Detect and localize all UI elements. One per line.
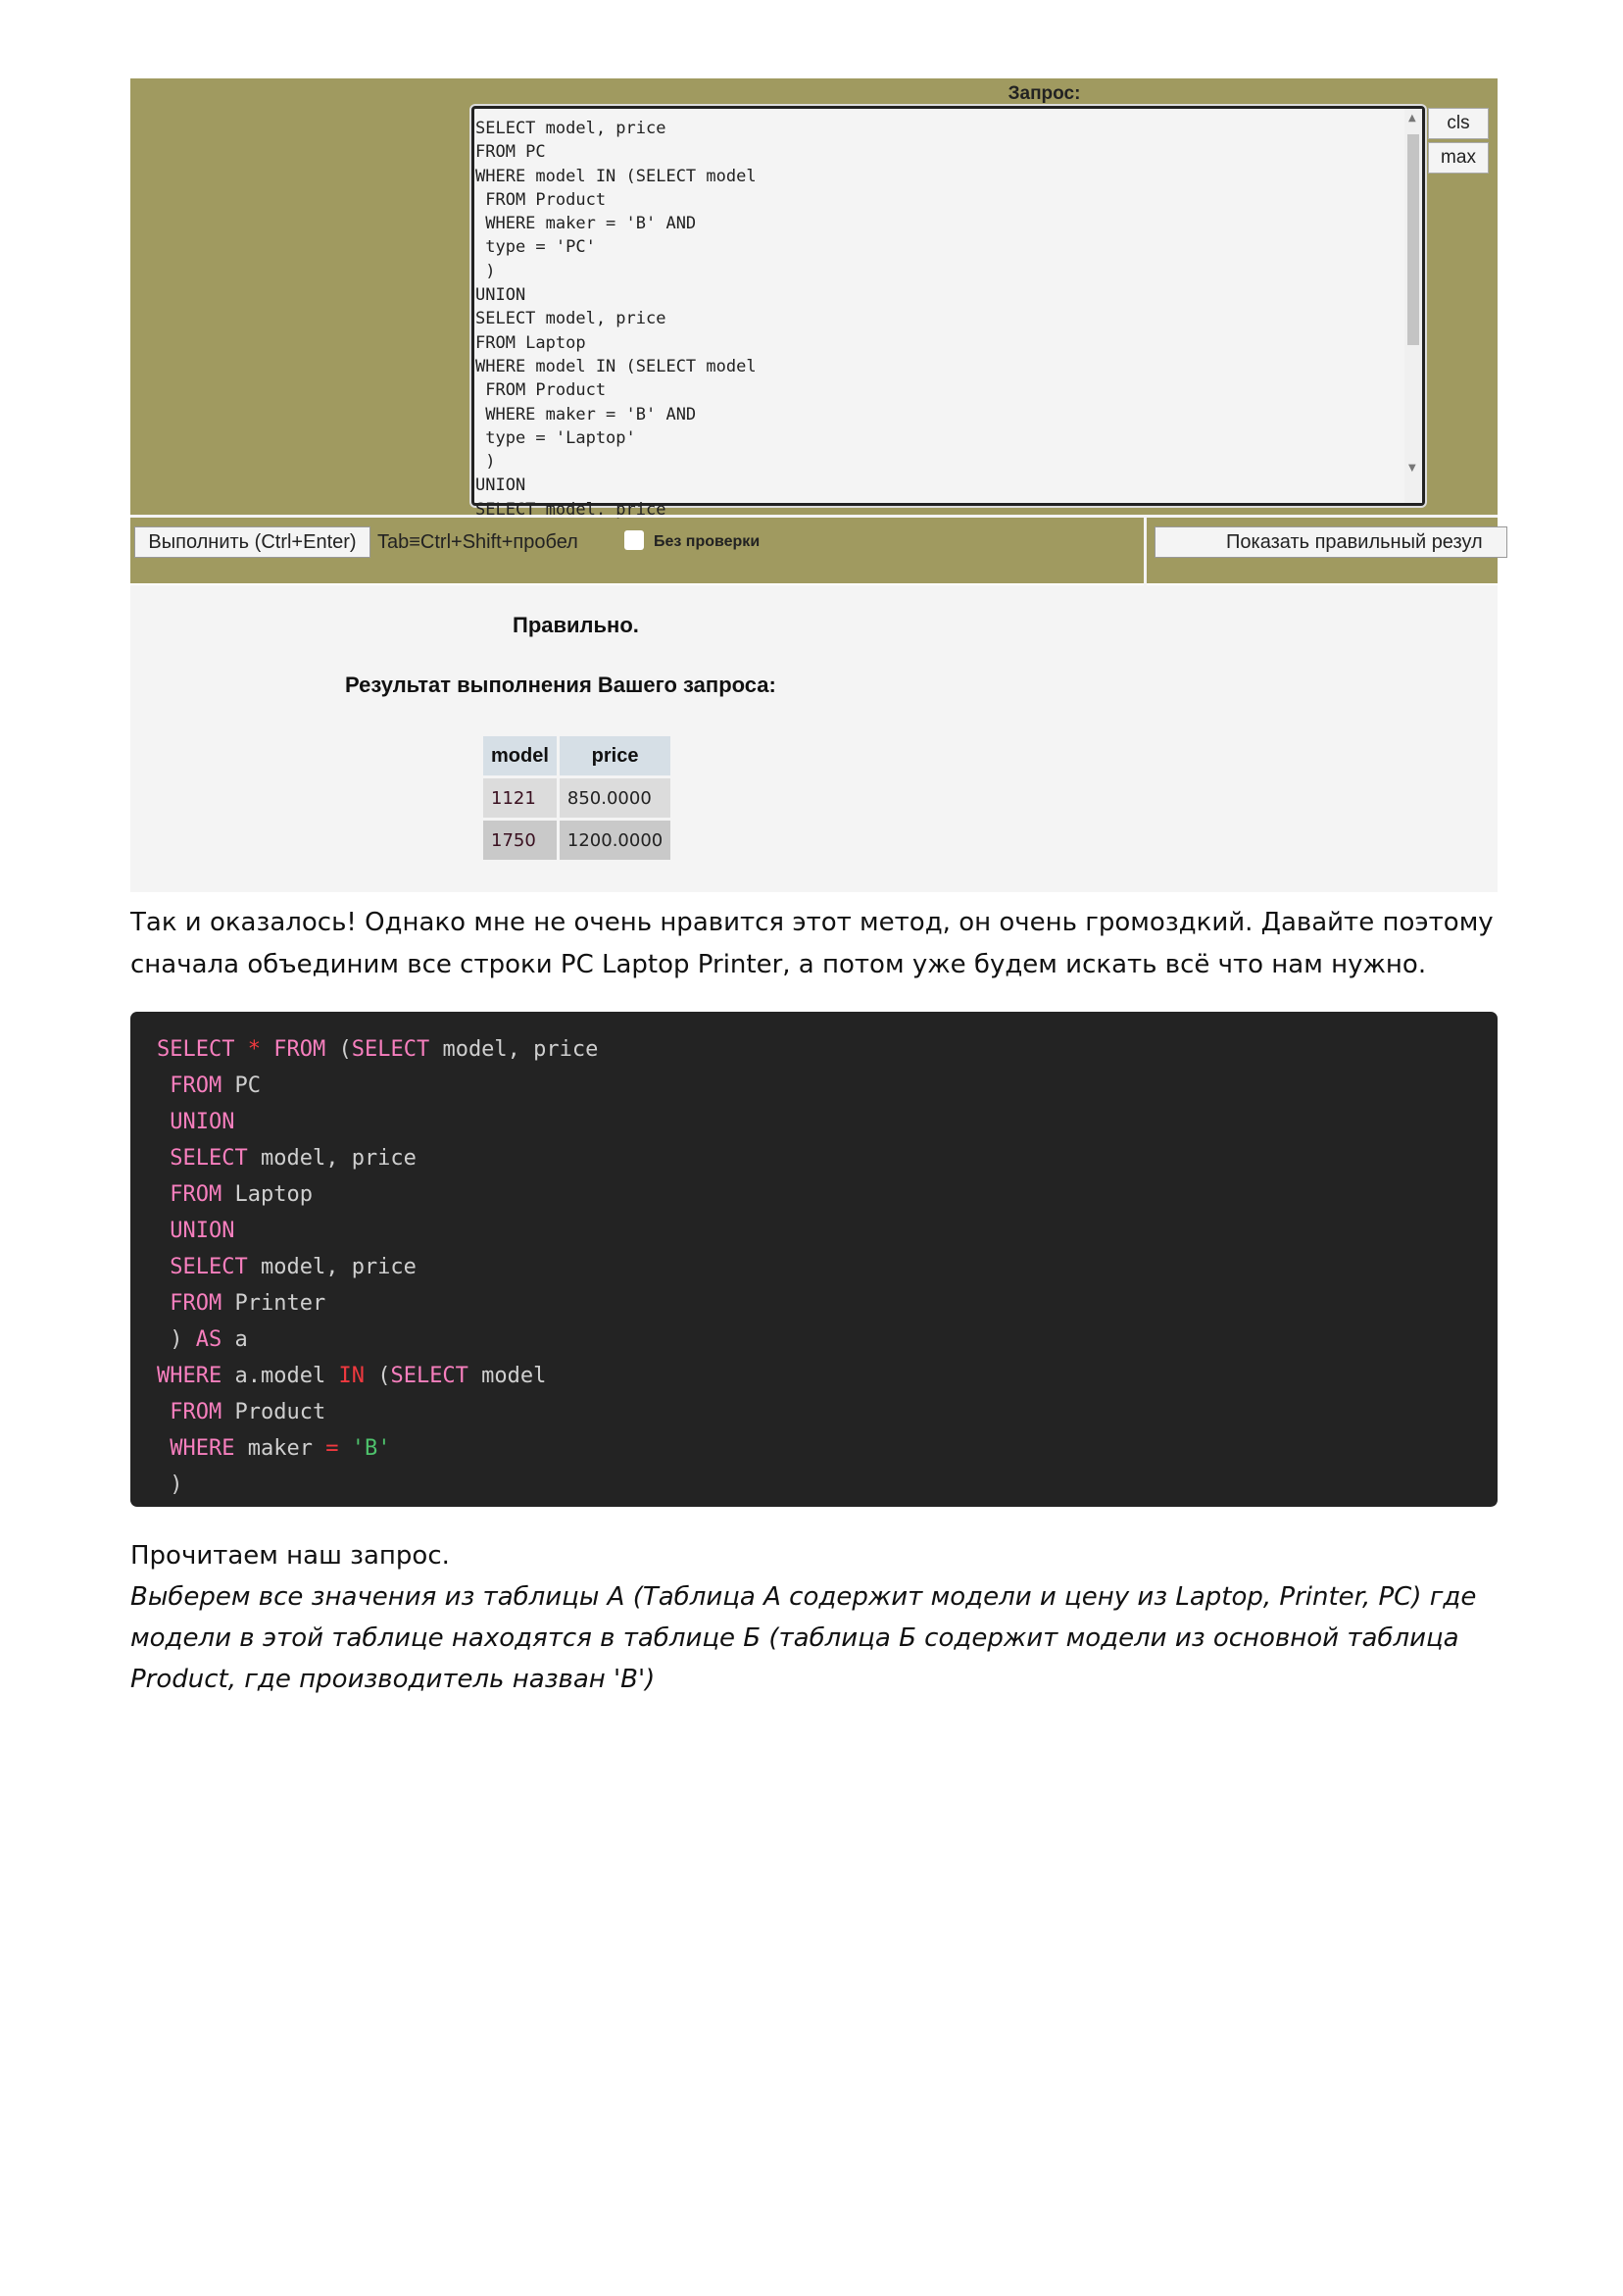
code-token-kw: WHERE: [170, 1436, 235, 1461]
code-token-id: [157, 1400, 170, 1424]
code-token-id: (: [325, 1037, 352, 1062]
result-area: [130, 585, 1498, 892]
cell-model: 1750: [483, 821, 557, 860]
toolbar-divider: [1144, 518, 1147, 586]
code-token-kw: SELECT: [390, 1364, 468, 1388]
scrollbar-thumb[interactable]: [1407, 134, 1419, 345]
code-line: [157, 1285, 1498, 1322]
query-title: Запрос:: [1008, 83, 1081, 104]
code-token-id: Printer: [221, 1291, 326, 1316]
code-block: [130, 1012, 1498, 1507]
code-token-str: 'B': [351, 1436, 391, 1461]
code-token-id: maker: [234, 1436, 326, 1461]
code-line: [157, 1249, 1498, 1285]
code-token-id: a: [221, 1327, 248, 1352]
code-line: [157, 1104, 1498, 1140]
code-line: [157, 1358, 1498, 1394]
no-check-label[interactable]: Без проверки: [654, 533, 761, 550]
code-token-id: model: [467, 1364, 547, 1388]
code-line: [157, 1068, 1498, 1104]
show-correct-result-button[interactable]: Показать правильный резул: [1155, 526, 1507, 558]
code-line: [157, 1140, 1498, 1176]
code-token-kw: SELECT: [351, 1037, 430, 1062]
code-token-id: Product: [221, 1400, 326, 1424]
code-token-id: PC: [221, 1073, 261, 1098]
code-token-kw: SELECT: [170, 1146, 248, 1171]
code-line: [157, 1467, 1498, 1503]
query-toolbar: [130, 515, 1498, 583]
code-token-id: model, price: [247, 1146, 417, 1171]
code-token-id: [261, 1037, 273, 1062]
code-token-kw: AS: [195, 1327, 222, 1352]
read-label: Прочитаем наш запрос.: [130, 1541, 450, 1571]
code-token-id: [338, 1436, 351, 1461]
result-heading: Результат выполнения Вашего запроса:: [345, 673, 776, 697]
code-line: [157, 1394, 1498, 1430]
tab-hint: Tab≡Ctrl+Shift+пробел: [377, 531, 578, 553]
code-token-id: [157, 1255, 170, 1279]
cell-price: 1200.0000: [560, 821, 670, 860]
code-token-id: ): [157, 1472, 183, 1497]
code-token-kw: WHERE: [157, 1364, 222, 1388]
article-paragraph: Так и оказалось! Однако мне не очень нравится этот метод, он очень громоздкий. Давайте поэтому сначала объединим все строки PC Laptop Printer, а потом уже будем искать всё что нам нужно.: [130, 908, 1494, 979]
code-token-id: a.model: [221, 1364, 339, 1388]
cell-price: 850.0000: [560, 778, 670, 818]
code-token-op: =: [325, 1436, 339, 1461]
code-token-kw: FROM: [170, 1400, 222, 1424]
code-token-kw: FROM: [170, 1182, 222, 1207]
code-token-kw: FROM: [273, 1037, 326, 1062]
code-token-id: [157, 1219, 170, 1243]
cell-model: 1121: [483, 778, 557, 818]
no-check-checkbox[interactable]: [624, 530, 644, 550]
code-token-op: *: [247, 1037, 261, 1062]
scroll-up-arrow-icon[interactable]: ▲: [1408, 113, 1416, 124]
column-header-model: model: [483, 736, 557, 775]
result-table: [480, 733, 673, 863]
query-panel: [130, 78, 1498, 583]
table-row: [483, 778, 670, 818]
code-line: [157, 1031, 1498, 1068]
max-button[interactable]: max: [1428, 142, 1489, 174]
code-token-id: [157, 1291, 170, 1316]
query-textarea[interactable]: [471, 106, 1425, 520]
code-token-kw: SELECT: [157, 1037, 235, 1062]
code-token-id: [157, 1110, 170, 1134]
code-token-kw: SELECT: [170, 1255, 248, 1279]
code-token-kw: FROM: [170, 1073, 222, 1098]
code-token-kw: FROM: [170, 1291, 222, 1316]
code-token-id: model, price: [429, 1037, 599, 1062]
code-token-id: [157, 1146, 170, 1171]
code-line: [157, 1430, 1498, 1467]
query-text[interactable]: SELECT model, price FROM PC WHERE model IN (SELECT model FROM Product WHERE maker = 'B' AND type = 'PC' ) UNION SELECT model, price FROM Laptop WHERE model IN (SELECT model FROM Product WHERE maker = 'B' AND type = 'Laptop' ) UNION SELECT model, price: [475, 119, 757, 520]
code-line: [157, 1213, 1498, 1249]
code-token-id: [157, 1073, 170, 1098]
code-token-id: [157, 1182, 170, 1207]
code-token-id: [157, 1436, 170, 1461]
code-token-kw: UNION: [170, 1219, 235, 1243]
code-token-kw: UNION: [170, 1110, 235, 1134]
code-line: [157, 1322, 1498, 1358]
cls-button[interactable]: cls: [1428, 108, 1489, 139]
scroll-down-arrow-icon[interactable]: ▼: [1408, 463, 1416, 474]
status-text: Правильно.: [513, 613, 639, 637]
code-line: [157, 1176, 1498, 1213]
run-button[interactable]: Выполнить (Ctrl+Enter): [134, 526, 370, 558]
table-row: [483, 821, 670, 860]
code-token-id: Laptop: [221, 1182, 313, 1207]
textarea-scrollbar[interactable]: [1404, 109, 1422, 503]
code-token-op: IN: [338, 1364, 365, 1388]
code-token-id: model, price: [247, 1255, 417, 1279]
explanation-text: Выберем все значения из таблицы А (Таблица А содержит модели и цену из Laptop, Printer, PC) где модели в этой таблице находятся в таблице Б (таблица Б содержит модели из основной таблица Product, где производитель назван 'B'): [130, 1582, 1477, 1694]
code-token-id: ): [157, 1327, 196, 1352]
code-token-id: [234, 1037, 247, 1062]
column-header-price: price: [560, 736, 670, 775]
code-token-id: (: [364, 1364, 391, 1388]
